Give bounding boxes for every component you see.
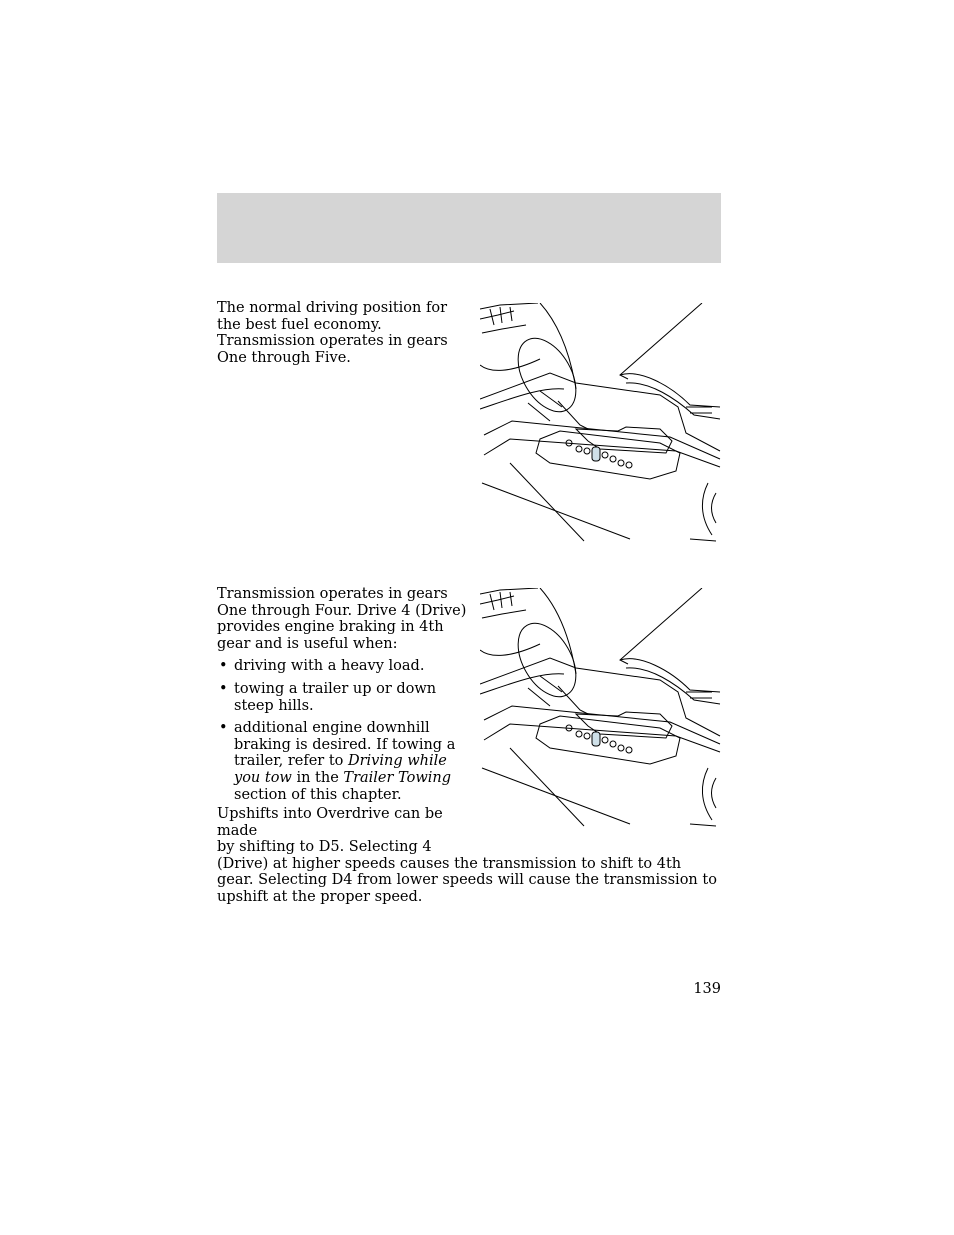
trailer-towing-reference: Trailer Towing	[343, 769, 451, 786]
driving-while-you-tow-reference: Driving while you tow	[234, 753, 447, 786]
d5-description	[217, 300, 472, 366]
list-item: • additional engine downhill braking is desired. If towing a trailer, refer to Driving while you tow in the Trailer Towing section of this chapter.	[217, 720, 472, 803]
upshift-paragraph	[217, 806, 717, 906]
d4-usage-list	[217, 658, 472, 803]
page-number: 139	[693, 981, 721, 997]
upshift-line-2: by shifting to D5. Selecting 4	[217, 839, 432, 856]
gear-shifter-d5-illustration	[480, 303, 722, 543]
d5-paragraph: The normal driving position for the best fuel economy. Transmission operates in gears One through Five.	[217, 300, 448, 366]
upshift-line-1: Upshifts into Overdrive can be made	[217, 806, 443, 839]
section-header-band	[217, 193, 721, 263]
upshift-rest: (Drive) at higher speeds causes the transmission to shift to 4th gear. Selecting D4 from lower speeds will cause the transmission to upshift at the proper speed.	[217, 855, 717, 905]
d4-description	[217, 586, 472, 809]
d4-intro: Transmission operates in gears One through Four. Drive 4 (Drive) provides engine braking in 4th gear and is useful when:	[217, 586, 467, 652]
list-item: • towing a trailer up or down steep hills.	[217, 681, 472, 714]
gear-shifter-d4-illustration	[480, 588, 722, 828]
list-item: • driving with a heavy load.	[217, 658, 472, 675]
